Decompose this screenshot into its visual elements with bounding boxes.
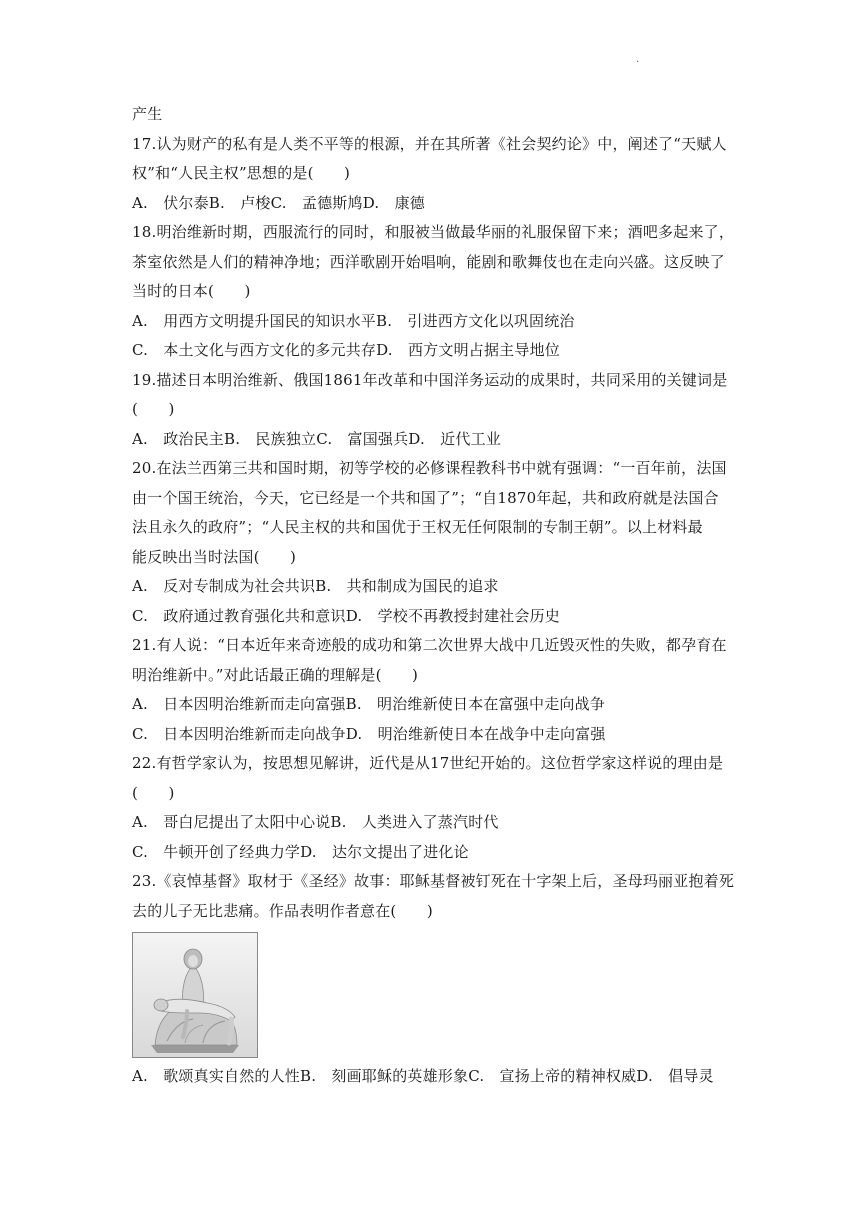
question-21-options: C. 日本因明治维新而走向战争D. 明治维新使日本在战争中走向富强 <box>132 724 606 743</box>
question-20-stem: 20.在法兰西第三共和国时期，初等学校的必修课程教科书中就有强调：“一百年前，法国 <box>132 459 727 477</box>
question-20-stem: 法且永久的政府”；“人民主权的共和国优于王权无任何限制的专制王朝”。以上材料最 <box>132 518 703 536</box>
question-22-options: A. 哥白尼提出了太阳中心说B. 人类进入了蒸汽时代 <box>132 813 499 831</box>
question-23-stem: 23.《哀悼基督》取材于《圣经》故事：耶稣基督被钉死在十字架上后，圣母玛丽亚抱着死 <box>132 872 735 890</box>
question-17-stem: 17.认为财产的私有是人类不平等的根源，并在其所著《社会契约论》中，阐述了“天赋人 <box>132 134 727 153</box>
question-18-stem: 18.明治维新时期，西服流行的同时，和服被当做最华丽的礼服保留下来；酒吧多起来了， <box>132 223 735 241</box>
question-17-options: A. 伏尔泰B. 卢梭C. 孟德斯鸠D. 康德 <box>132 193 425 212</box>
question-20-options: A. 反对专制成为社会共识B. 共和制成为国民的追求 <box>132 577 499 595</box>
question-18-stem: 当时的日本( ) <box>132 282 251 300</box>
question-23-stem: 去的儿子无比悲痛。作品表明作者意在( ) <box>132 901 433 920</box>
question-18-options: C. 本土文化与西方文化的多元共存D. 西方文明占据主导地位 <box>132 341 560 359</box>
sculpture-illustration <box>133 933 257 1057</box>
page-mark: . <box>636 54 640 65</box>
question-17-stem: 权”和“人民主权”思想的是( ) <box>132 164 351 182</box>
question-18-stem: 茶室依然是人们的精神净地；西洋歌剧开始唱响，能剧和歌舞伎也在走向兴盛。这反映了 <box>132 252 725 271</box>
question-19-options: A. 政治民主B. 民族独立C. 富国强兵D. 近代工业 <box>132 429 501 448</box>
question-22-options: C. 牛顿开创了经典力学D. 达尔文提出了进化论 <box>132 842 469 861</box>
question-20-stem: 能反映出当时法国( ) <box>132 547 297 566</box>
question-19-stem: 19.描述日本明治维新、俄国1861年改革和中国洋务运动的成果时，共同采用的关键词是 <box>132 370 728 389</box>
question-21-options: A. 日本因明治维新而走向富强B. 明治维新使日本在富强中走向战争 <box>132 695 605 713</box>
question-22-stem: 22.有哲学家认为，按思想见解讲，近代是从17世纪开始的。这位哲学家这样说的理由是 <box>132 754 724 772</box>
question-22-stem: ( ) <box>132 783 175 802</box>
document-body <box>132 100 735 1092</box>
pieta-sculpture-image <box>132 932 258 1058</box>
question-18-options: A. 用西方文明提升国民的知识水平B. 引进西方文化以巩固统治 <box>132 311 575 330</box>
question-21-stem: 21.有人说：“日本近年来奇迹般的成功和第二次世界大战中几近毁灭性的失败，都孕育在 <box>132 636 727 654</box>
text-line: 产生 <box>132 105 163 123</box>
question-20-options: C. 政府通过教育强化共和意识D. 学校不再教授封建社会历史 <box>132 606 560 625</box>
question-19-stem: ( ) <box>132 400 175 418</box>
question-21-stem: 明治维新中。”对此话最正确的理解是( ) <box>132 665 419 684</box>
question-23-options: A. 歌颂真实自然的人性B. 刻画耶稣的英雄形象C. 宣扬上帝的精神权威D. 倡导灵 <box>132 1067 714 1085</box>
question-20-stem: 由一个国王统治，今天，它已经是一个共和国了”；“自1870年起，共和政府就是法国合 <box>132 488 719 507</box>
